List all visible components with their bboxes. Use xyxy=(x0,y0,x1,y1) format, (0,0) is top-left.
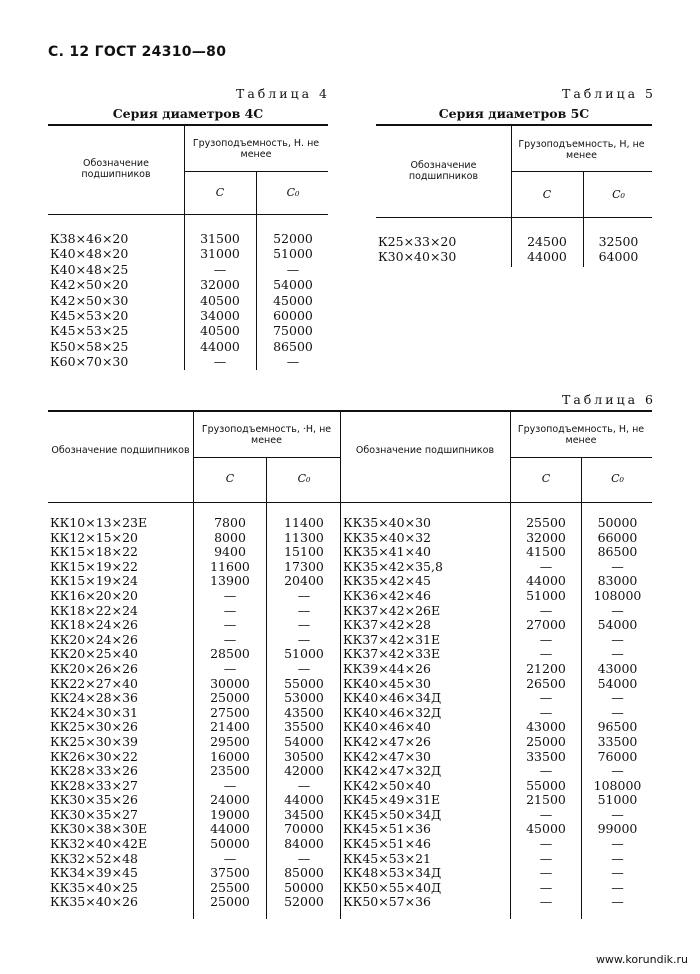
table6-subheader-rule xyxy=(193,457,340,458)
load-c-value: 16000 xyxy=(210,748,250,764)
load-c0-value: — xyxy=(611,646,624,662)
bearing-designation: КК37×42×31Е xyxy=(343,631,441,647)
load-c-value: 51000 xyxy=(526,587,566,603)
table6-divider xyxy=(340,411,341,919)
bearing-designation: КК24×28×36 xyxy=(50,690,139,706)
bearing-designation: КК20×25×40 xyxy=(50,646,139,662)
load-c-value: — xyxy=(539,865,553,881)
load-c0-value: 35500 xyxy=(284,719,324,735)
table6-subheader-rule xyxy=(510,457,652,458)
bearing-designation: КК35×40×30 xyxy=(343,515,432,530)
page-header: С. 12 ГОСТ 24310—80 xyxy=(48,44,227,60)
load-c0-value: 76000 xyxy=(597,748,638,764)
load-c0-value: 52000 xyxy=(273,231,313,246)
load-c0-value: 50000 xyxy=(284,879,324,895)
bearing-designation: КК20×26×26 xyxy=(50,660,139,676)
table6-label: Таблица 6 xyxy=(561,392,656,407)
load-c-value: — xyxy=(539,763,553,779)
load-c-value: 34000 xyxy=(200,307,240,323)
load-c-value: — xyxy=(539,602,553,618)
table4-col-designation: Обозначение подшипников xyxy=(81,158,151,180)
bearing-designation: КК30×35×27 xyxy=(50,806,139,822)
load-c-value: 45000 xyxy=(526,821,566,837)
load-c0-value: 54000 xyxy=(273,277,313,293)
load-c-value: 11600 xyxy=(210,558,250,574)
load-c-value: 30000 xyxy=(210,675,250,691)
load-c-value: — xyxy=(539,850,553,866)
load-c-value: 7800 xyxy=(214,515,246,530)
load-c0-value: — xyxy=(297,602,311,618)
table6-divider xyxy=(510,411,511,919)
table5-divider xyxy=(583,171,584,267)
load-c0-value: 108000 xyxy=(593,777,642,793)
table6-right-c-values xyxy=(512,516,580,910)
bearing-designation: КК32×52×48 xyxy=(50,850,139,866)
table4-header-rule xyxy=(48,214,328,215)
load-c-value: — xyxy=(223,631,237,647)
bearing-designation: КК35×40×26 xyxy=(50,894,139,910)
load-c0-value: 83000 xyxy=(597,573,638,589)
load-c-value: — xyxy=(539,690,553,706)
load-c0-value: 86500 xyxy=(597,544,638,560)
load-c-value: 50000 xyxy=(210,836,250,852)
load-c-value: — xyxy=(539,879,553,895)
load-c0-value: 44000 xyxy=(284,792,324,808)
load-c0-value: 99000 xyxy=(597,821,638,837)
bearing-designation: КК15×19×24 xyxy=(50,573,139,589)
load-c0-value: 64000 xyxy=(598,249,639,265)
table6-col-load-left: Грузоподъемность, ·Н, не менее xyxy=(201,424,332,446)
bearing-designation: КК30×38×30Е xyxy=(50,821,148,837)
load-c-value: 26500 xyxy=(526,675,566,691)
footer-url: www.korundik.ru xyxy=(595,953,688,966)
load-c0-value: — xyxy=(611,879,624,895)
load-c0-value: 66000 xyxy=(597,529,638,545)
load-c0-value: 85000 xyxy=(284,865,324,881)
table4-divider xyxy=(256,171,257,370)
load-c0-value: 30500 xyxy=(284,748,324,764)
load-c0-value: 54000 xyxy=(597,675,638,691)
bearing-designation: КК32×40×42Е xyxy=(50,836,148,852)
table6-left-c0-values xyxy=(268,516,340,910)
load-c-value: 33500 xyxy=(526,748,566,764)
load-c-value: — xyxy=(539,894,553,910)
table5-subheader-rule xyxy=(511,171,652,172)
load-c-value: 21200 xyxy=(526,660,566,676)
load-c-value: 25000 xyxy=(210,690,250,706)
load-c0-value: — xyxy=(611,690,624,706)
load-c-value: — xyxy=(223,850,237,866)
load-c-value: — xyxy=(223,617,237,633)
table6-divider xyxy=(193,411,194,919)
load-c-value: 25500 xyxy=(526,515,566,530)
table5-title: Серия диаметров 5С xyxy=(438,106,590,121)
load-c0-value: — xyxy=(611,865,624,881)
bearing-designation: КК20×24×26 xyxy=(50,631,139,647)
load-c-value: 44000 xyxy=(526,573,566,589)
bearing-designation: КК39×44×26 xyxy=(343,660,432,676)
table5-designations xyxy=(378,234,456,265)
bearing-designation: КК48×53×34Д xyxy=(343,865,442,881)
bearing-designation: КК15×18×22 xyxy=(50,544,139,560)
bearing-designation: КК36×42×46 xyxy=(343,587,432,603)
bearing-designation: К30×40×30 xyxy=(378,249,457,265)
load-c-value: 43000 xyxy=(526,719,566,735)
bearing-designation: КК28×33×26 xyxy=(50,763,139,779)
load-c-value: 31000 xyxy=(200,246,240,262)
load-c0-value: 15100 xyxy=(284,544,324,560)
load-c-value: 40500 xyxy=(200,292,240,308)
table4-designations xyxy=(50,231,128,370)
bearing-designation: К45×53×20 xyxy=(50,307,129,323)
load-c-value: — xyxy=(223,587,237,603)
bearing-designation: КК34×39×45 xyxy=(50,865,139,881)
load-c0-value: — xyxy=(611,806,624,822)
bearing-designation: КК45×49×31Е xyxy=(343,792,441,808)
load-c0-value: — xyxy=(297,631,311,647)
table5-divider xyxy=(511,125,512,267)
bearing-designation: КК45×51×46 xyxy=(343,836,432,852)
load-c0-value: 51000 xyxy=(284,646,324,662)
table5-header-rule xyxy=(376,217,652,218)
load-c-value: 37500 xyxy=(210,865,250,881)
bearing-designation: КК45×53×21 xyxy=(343,850,432,866)
load-c-value: 32000 xyxy=(526,529,566,545)
load-c-value: — xyxy=(539,558,553,574)
table5-c-values xyxy=(513,234,581,265)
load-c0-value: — xyxy=(286,354,300,370)
table4-title: Серия диаметров 4С xyxy=(112,106,264,121)
load-c0-value: 11400 xyxy=(284,515,324,530)
table6-divider xyxy=(581,457,582,919)
bearing-designation: КК35×40×32 xyxy=(343,529,432,545)
load-c-value: 41500 xyxy=(526,544,566,560)
load-c-value: 21500 xyxy=(526,792,566,808)
load-c0-value: 53000 xyxy=(284,690,324,706)
load-c-value: — xyxy=(213,261,227,277)
load-c0-value: 52000 xyxy=(284,894,324,910)
load-c0-value: 50000 xyxy=(597,515,638,530)
bearing-designation: КК42×47×26 xyxy=(343,733,432,749)
bearing-designation: КК35×41×40 xyxy=(343,544,432,560)
load-c0-value: 54000 xyxy=(284,733,324,749)
bearing-designation: КК42×47×30 xyxy=(343,748,432,764)
load-c0-value: 34500 xyxy=(284,806,324,822)
bearing-designation: К38×46×20 xyxy=(50,231,129,246)
bearing-designation: КК35×42×35,8 xyxy=(343,558,443,574)
load-c-value: 9400 xyxy=(214,544,246,560)
load-c-value: 29500 xyxy=(210,733,250,749)
load-c0-value: 70000 xyxy=(284,821,324,837)
table6-divider xyxy=(266,457,267,919)
load-c0-value: 33500 xyxy=(597,733,638,749)
load-c0-value: — xyxy=(611,836,624,852)
bearing-designation: КК45×51×36 xyxy=(343,821,432,837)
bearing-designation: КК42×47×32Д xyxy=(343,763,442,779)
load-c0-value: 32500 xyxy=(598,234,639,249)
load-c0-value: 108000 xyxy=(593,587,642,603)
bearing-designation: КК40×45×30 xyxy=(343,675,432,691)
load-c0-value: — xyxy=(297,850,311,866)
bearing-designation: КК37×42×33Е xyxy=(343,646,441,662)
bearing-designation: КК12×15×20 xyxy=(50,529,139,545)
table5-col-load: Грузоподъемность, Н, не менее xyxy=(518,139,645,161)
load-c-value: 40500 xyxy=(200,323,240,339)
load-c0-value: — xyxy=(297,660,311,676)
table6-col-c-left: C xyxy=(225,472,235,485)
load-c-value: 32000 xyxy=(200,277,240,293)
bearing-designation: КК30×35×26 xyxy=(50,792,139,808)
load-c0-value: — xyxy=(297,587,311,603)
table4-label: Таблица 4 xyxy=(235,86,330,101)
table5-col-designation: Обозначение подшипников xyxy=(408,160,479,182)
load-c0-value: 75000 xyxy=(273,323,313,339)
load-c-value: 27000 xyxy=(526,617,566,633)
table6-col-c0-right: C₀ xyxy=(611,472,624,485)
bearing-designation: КК22×27×40 xyxy=(50,675,139,691)
table6-top-rule xyxy=(48,410,652,412)
bearing-designation: К42×50×20 xyxy=(50,277,129,293)
table6-right-c0-values xyxy=(583,516,652,910)
bearing-designation: КК37×42×26Е xyxy=(343,602,441,618)
bearing-designation: К42×50×30 xyxy=(50,292,129,308)
load-c-value: 25500 xyxy=(210,879,250,895)
table5-c0-values xyxy=(585,234,652,265)
load-c-value: 31500 xyxy=(200,231,240,246)
table4-c0-values xyxy=(258,231,328,370)
table6-col-load-right: Грузоподъемность, Н, не менее xyxy=(517,424,645,446)
bearing-designation: КК50×55×40Д xyxy=(343,879,442,895)
table4-top-rule xyxy=(48,124,328,126)
load-c-value: 13900 xyxy=(210,573,250,589)
table6-header-rule xyxy=(48,502,652,503)
load-c0-value: 43000 xyxy=(597,660,638,676)
table5-top-rule xyxy=(376,124,652,126)
table6-left-c-values xyxy=(195,516,265,910)
table6-col-c-right: C xyxy=(541,472,551,485)
load-c-value: — xyxy=(213,354,227,370)
bearing-designation: К40×48×20 xyxy=(50,246,129,262)
load-c0-value: — xyxy=(611,850,624,866)
load-c0-value: — xyxy=(286,261,300,277)
load-c0-value: — xyxy=(611,894,624,910)
load-c0-value: — xyxy=(611,763,624,779)
bearing-designation: КК28×33×27 xyxy=(50,777,139,793)
load-c0-value: — xyxy=(611,558,624,574)
load-c-value: 44000 xyxy=(200,338,240,354)
bearing-designation: КК40×46×34Д xyxy=(343,690,442,706)
load-c0-value: 55000 xyxy=(284,675,324,691)
bearing-designation: К50×58×25 xyxy=(50,338,129,354)
bearing-designation: К60×70×30 xyxy=(50,354,129,370)
load-c-value: 55000 xyxy=(526,777,566,793)
table4-col-c0: C₀ xyxy=(286,186,300,199)
table6-col-c0-left: C₀ xyxy=(297,472,311,485)
bearing-designation: КК42×50×40 xyxy=(343,777,432,793)
load-c-value: 21400 xyxy=(210,719,250,735)
load-c-value: 19000 xyxy=(210,806,250,822)
load-c0-value: 45000 xyxy=(273,292,313,308)
table5-label: Таблица 5 xyxy=(561,86,656,101)
load-c0-value: 51000 xyxy=(597,792,638,808)
load-c0-value: 11300 xyxy=(284,529,324,545)
load-c0-value: 51000 xyxy=(273,246,313,262)
load-c-value: — xyxy=(539,836,553,852)
load-c0-value: 96500 xyxy=(597,719,638,735)
bearing-designation: КК40×46×40 xyxy=(343,719,432,735)
table6-left-designations xyxy=(50,516,147,910)
load-c-value: — xyxy=(223,660,237,676)
bearing-designation: КК18×24×26 xyxy=(50,617,139,633)
bearing-designation: КК26×30×22 xyxy=(50,748,139,764)
load-c-value: — xyxy=(539,646,553,662)
table6-col-designation-left: Обозначение подшипников xyxy=(51,445,190,456)
bearing-designation: КК25×30×39 xyxy=(50,733,139,749)
bearing-designation: КК37×42×28 xyxy=(343,617,432,633)
load-c-value: — xyxy=(539,704,553,720)
bearing-designation: К25×33×20 xyxy=(378,234,457,249)
load-c-value: 28500 xyxy=(210,646,250,662)
bearing-designation: КК25×30×26 xyxy=(50,719,139,735)
load-c-value: 24000 xyxy=(210,792,250,808)
load-c0-value: 54000 xyxy=(597,617,638,633)
bearing-designation: К45×53×25 xyxy=(50,323,129,339)
load-c0-value: — xyxy=(297,777,311,793)
load-c-value: 25000 xyxy=(526,733,566,749)
load-c0-value: 17300 xyxy=(284,558,324,574)
bearing-designation: К40×48×25 xyxy=(50,261,129,277)
load-c0-value: 84000 xyxy=(284,836,324,852)
bearing-designation: КК18×22×24 xyxy=(50,602,139,618)
table6-right-designations xyxy=(343,516,443,910)
load-c-value: 24500 xyxy=(527,234,567,249)
load-c-value: — xyxy=(223,602,237,618)
load-c0-value: — xyxy=(611,631,624,647)
load-c0-value: — xyxy=(611,704,624,720)
load-c0-value: 20400 xyxy=(284,573,324,589)
load-c-value: — xyxy=(539,806,553,822)
table5-col-c: C xyxy=(542,188,552,201)
load-c-value: 27500 xyxy=(210,704,250,720)
bearing-designation: КК15×19×22 xyxy=(50,558,139,574)
table6-col-designation-right: Обозначение подшипников xyxy=(355,445,495,456)
load-c-value: 8000 xyxy=(214,529,246,545)
bearing-designation: КК16×20×20 xyxy=(50,587,139,603)
load-c-value: — xyxy=(539,631,553,647)
bearing-designation: КК24×30×31 xyxy=(50,704,139,720)
table4-subheader-rule xyxy=(184,171,328,172)
table4-divider xyxy=(184,125,185,370)
load-c0-value: — xyxy=(611,602,624,618)
table4-c-values xyxy=(186,231,254,370)
load-c0-value: 86500 xyxy=(273,338,313,354)
load-c-value: 23500 xyxy=(210,763,250,779)
table5-col-c0: C₀ xyxy=(612,188,625,201)
bearing-designation: КК35×40×25 xyxy=(50,879,139,895)
load-c0-value: 43500 xyxy=(284,704,324,720)
bearing-designation: КК35×42×45 xyxy=(343,573,432,589)
bearing-designation: КК40×46×32Д xyxy=(343,704,442,720)
load-c-value: — xyxy=(223,777,237,793)
bearing-designation: КК45×50×34Д xyxy=(343,806,442,822)
load-c0-value: — xyxy=(297,617,311,633)
table4-col-c: C xyxy=(215,186,225,199)
load-c-value: 44000 xyxy=(210,821,250,837)
bearing-designation: КК10×13×23Е xyxy=(50,515,148,530)
load-c0-value: 42000 xyxy=(284,763,324,779)
load-c-value: 25000 xyxy=(210,894,250,910)
load-c0-value: 60000 xyxy=(273,307,313,323)
table4-col-load: Грузоподъемность, Н. не менее xyxy=(192,138,320,160)
load-c-value: 44000 xyxy=(527,249,567,265)
bearing-designation: КК50×57×36 xyxy=(343,894,432,910)
